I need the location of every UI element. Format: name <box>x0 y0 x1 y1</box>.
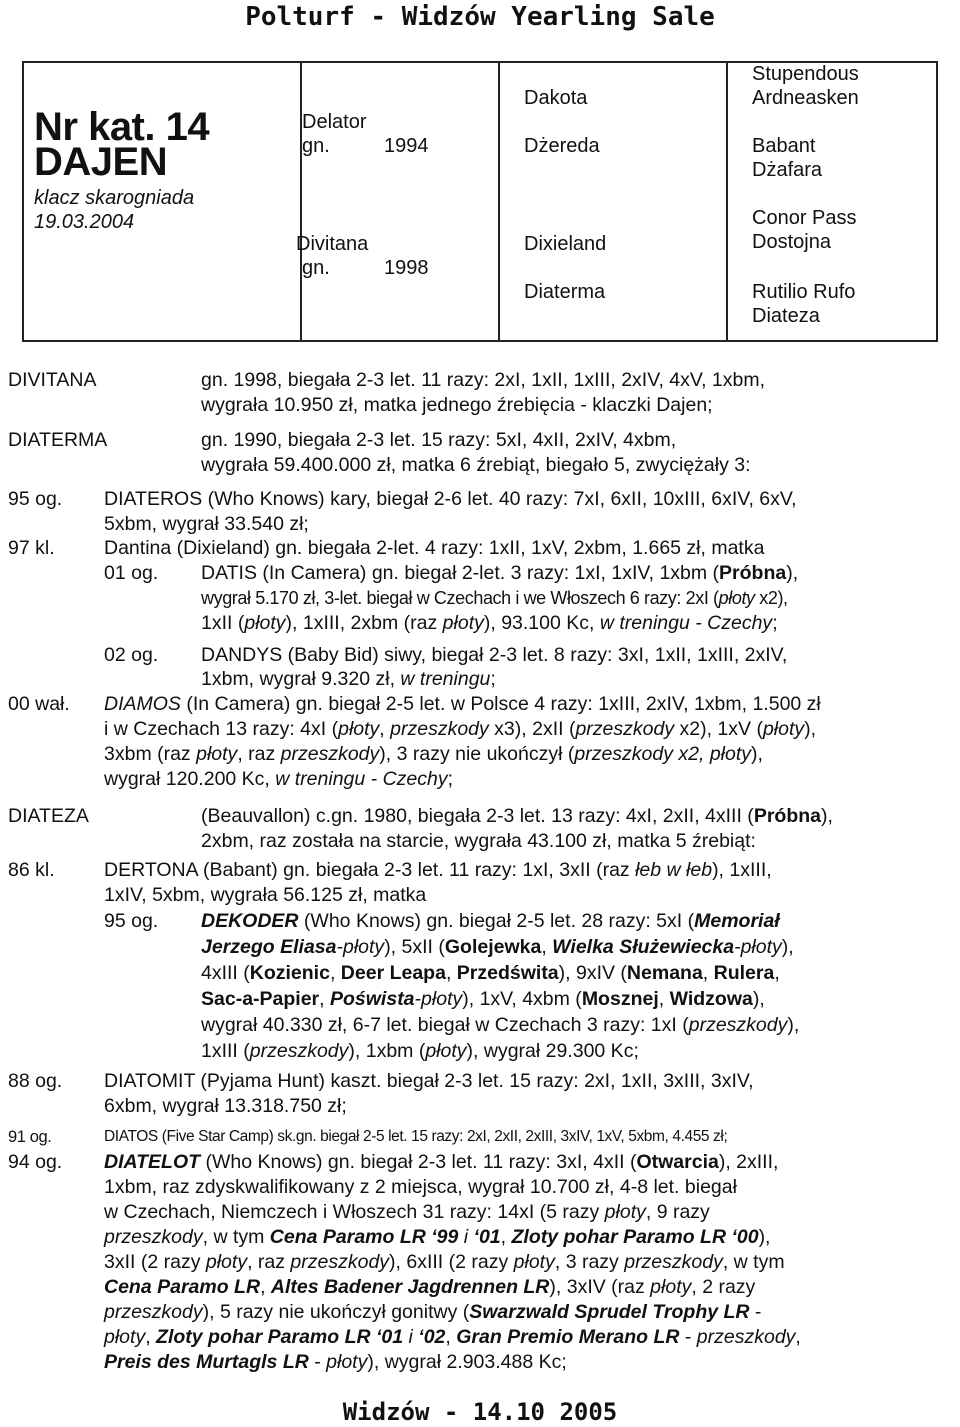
offspring-label: 94 og. <box>8 1151 63 1173</box>
sire-name: Delator <box>302 111 367 133</box>
dam-name: Divitana <box>296 233 369 255</box>
record-line: 1xII (płoty), 1xIII, 2xbm (raz płoty), 93.100 Kc, w treningu - Czechy; <box>201 612 778 634</box>
sire-color: gn. <box>302 135 330 157</box>
record-line: gn. 1990, biegała 2-3 let. 15 razy: 5xI, 4xII, 2xIV, 4xbm, <box>201 429 677 451</box>
offspring-label: 95 og. <box>8 488 63 510</box>
record-line: w Czechach, Niemczech i Włoszech 31 razy: 14xI (5 razy płoty, 9 razy <box>104 1201 710 1223</box>
record-line: wygrał 5.170 zł, 3-let. biegał w Czechach i we Włoszech 6 razy: 2xI (płoty x2), <box>201 588 788 608</box>
great-grandparent: Dostojna <box>752 231 831 253</box>
record-line: DIATOS (Five Star Camp) sk.gn. biegał 2-5 let. 15 razy: 2xI, 2xII, 2xIII, 3xIV, 1xV, 5xbm, 4.455 zł; <box>104 1128 728 1145</box>
great-grandparent: Rutilio Rufo <box>752 281 856 303</box>
record-line: DATIS (In Camera) gn. biegał 2-let. 3 razy: 1xI, 1xIV, 1xbm (Próbna), <box>201 562 799 584</box>
pedigree-divider <box>300 63 302 340</box>
offspring-label: 95 og. <box>104 910 159 932</box>
pedigree-divider <box>726 63 728 340</box>
record-line: 3xII (2 razy płoty, raz przeszkody), 6xIII (2 razy płoty, 3 razy przeszkody, w tym <box>104 1251 785 1273</box>
record-line: wygrał 120.200 Kc, w treningu - Czechy; <box>104 768 454 790</box>
record-line: Cena Paramo LR, Altes Badener Jagdrennen LR), 3xIV (raz płoty, 2 razy <box>104 1276 756 1298</box>
record-line: 1xIV, 5xbm, wygrała 56.125 zł, matka <box>104 884 427 906</box>
record-line: 1xbm, wygrał 9.320 zł, w treningu; <box>201 668 496 690</box>
record-line: 4xIII (Kozienic, Deer Leapa, Przedświta), 9xIV (Nemana, Rulera, <box>201 962 780 984</box>
sire-year: 1994 <box>384 135 429 157</box>
great-grandparent: Conor Pass <box>752 207 857 229</box>
catalog-number: Nr kat. 14 <box>34 105 210 149</box>
great-grandparent: Ardneasken <box>752 87 859 109</box>
record-line: 5xbm, wygrał 33.540 zł; <box>104 513 309 535</box>
record-line: Dantina (Dixieland) gn. biegała 2-let. 4 razy: 1xII, 1xV, 2xbm, 1.665 zł, matka <box>104 537 765 559</box>
horse-birthdate: 19.03.2004 <box>34 211 135 233</box>
record-line: 3xbm (raz płoty, raz przeszkody), 3 razy nie ukończył (przeszkody x2, płoty), <box>104 743 763 765</box>
grandparent: Dżereda <box>524 135 600 157</box>
offspring-label: 88 og. <box>8 1070 63 1092</box>
section-label-diaterma: DIATERMA <box>8 429 108 451</box>
record-line: 1xIII (przeszkody), 1xbm (płoty), wygrał 29.300 Kc; <box>201 1040 639 1062</box>
record-line: Jerzego Eliasa-płoty), 5xII (Golejewka, Wielka Służewiecka-płoty), <box>201 936 794 958</box>
offspring-label: 91 og. <box>8 1128 52 1146</box>
horse-description: klacz skarogniada <box>34 187 195 209</box>
record-line: przeszkody, w tym Cena Paramo LR ‘99 i ‘01, Zloty pohar Paramo LR ‘00), <box>104 1226 771 1248</box>
record-line: przeszkody), 5 razy nie ukończył gonitwy (Swarzwald Sprudel Trophy LR - <box>104 1301 762 1323</box>
record-line: DIATOMIT (Pyjama Hunt) kaszt. biegał 2-3 let. 15 razy: 2xI, 1xII, 3xIII, 3xIV, <box>104 1070 754 1092</box>
record-line: (Beauvallon) c.gn. 1980, biegała 2-3 let. 13 razy: 4xI, 2xII, 4xIII (Próbna), <box>201 805 833 827</box>
grandparent: Dixieland <box>524 233 607 255</box>
record-line: płoty, Zloty pohar Paramo LR ‘01 i ‘02, Gran Premio Merano LR - przeszkody, <box>104 1326 801 1348</box>
page-footer: Widzów - 14.10 2005 <box>342 1398 618 1426</box>
record-line: 2xbm, raz została na starcie, wygrała 43.100 zł, matka 5 źrebiąt: <box>201 830 756 852</box>
offspring-label: 00 wał. <box>8 693 70 715</box>
record-line: wygrał 40.330 zł, 6-7 let. biegał w Czechach 3 razy: 1xI (przeszkody), <box>201 1014 800 1036</box>
record-line: DIATEROS (Who Knows) kary, biegał 2-6 let. 40 razy: 7xI, 6xII, 10xIII, 6xIV, 6xV, <box>104 488 797 510</box>
pedigree-divider <box>498 63 500 340</box>
great-grandparent: Dżafara <box>752 159 823 181</box>
record-line: Preis des Murtagls LR - płoty), wygrał 2.903.488 Kc; <box>104 1351 567 1373</box>
great-grandparent: Babant <box>752 135 816 157</box>
record-line: DANDYS (Baby Bid) siwy, biegał 2-3 let. 8 razy: 3xI, 1xII, 1xIII, 2xIV, <box>201 644 788 666</box>
page-header: Polturf - Widzów Yearling Sale <box>245 2 715 32</box>
dam-color: gn. <box>302 257 330 279</box>
record-line: DIAMOS (In Camera) gn. biegał 2-5 let. w Polsce 4 razy: 1xIII, 2xIV, 1xbm, 1.500 zł <box>104 693 821 715</box>
dam-year: 1998 <box>384 257 429 279</box>
record-line: Sac-a-Papier, Pośwista-płoty), 1xV, 4xbm (Mosznej, Widzowa), <box>201 988 765 1010</box>
record-line: gn. 1998, biegała 2-3 let. 11 razy: 2xI, 1xII, 1xIII, 2xIV, 4xV, 1xbm, <box>201 369 766 391</box>
great-grandparent: Stupendous <box>752 63 859 85</box>
offspring-label: 86 kl. <box>8 859 55 881</box>
offspring-label: 97 kl. <box>8 537 55 559</box>
record-line: DIATELOT (Who Knows) gn. biegał 2-3 let. 11 razy: 3xI, 4xII (Otwarcia), 2xIII, <box>104 1151 779 1173</box>
grandparent: Dakota <box>524 87 588 109</box>
record-line: DERTONA (Babant) gn. biegała 2-3 let. 11 razy: 1xI, 3xII (raz łeb w łeb), 1xIII, <box>104 859 772 881</box>
section-label-divitana: DIVITANA <box>8 369 97 391</box>
section-label-diateza: DIATEZA <box>8 805 89 827</box>
record-line: wygrała 10.950 zł, matka jednego źrebięcia - klaczki Dajen; <box>201 394 713 416</box>
record-line: 6xbm, wygrał 13.318.750 zł; <box>104 1095 347 1117</box>
offspring-label: 01 og. <box>104 562 159 584</box>
record-line: 1xbm, raz zdyskwalifikowany z 2 miejsca, wygrał 10.700 zł, 4-8 let. biegał <box>104 1176 737 1198</box>
horse-name: DAJEN <box>34 140 168 184</box>
great-grandparent: Diateza <box>752 305 820 327</box>
record-line: wygrała 59.400.000 zł, matka 6 źrebiąt, biegało 5, zwyciężały 3: <box>201 454 751 476</box>
record-line: DEKODER (Who Knows) gn. biegał 2-5 let. 28 razy: 5xI (Memoriał <box>201 910 780 932</box>
grandparent: Diaterma <box>524 281 606 303</box>
record-line: i w Czechach 13 razy: 4xI (płoty, przeszkody x3), 2xII (przeszkody x2), 1xV (płoty), <box>104 718 817 740</box>
offspring-label: 02 og. <box>104 644 159 666</box>
